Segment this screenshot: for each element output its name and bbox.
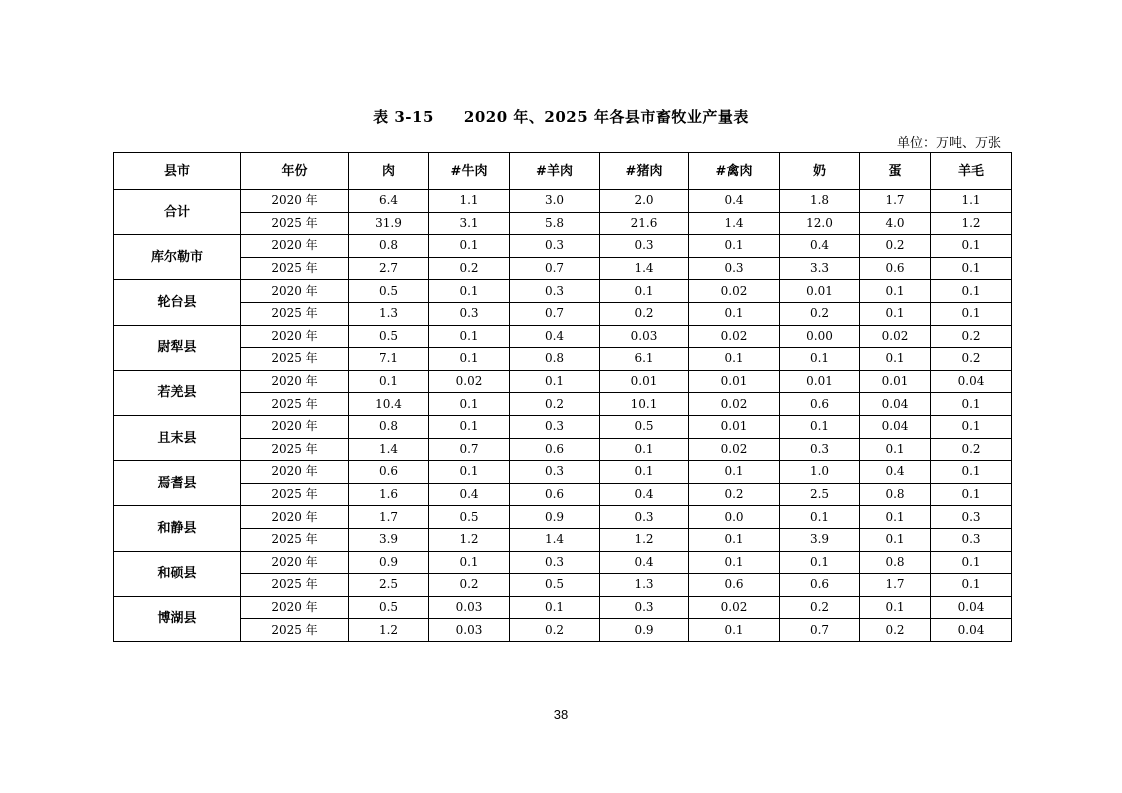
- county-cell: 尉犁县: [114, 325, 241, 370]
- value-cell: 0.1: [931, 280, 1012, 303]
- value-cell: 0.3: [931, 528, 1012, 551]
- value-cell: 0.8: [510, 348, 600, 371]
- value-cell: 1.7: [860, 574, 931, 597]
- value-cell: 1.2: [349, 619, 429, 642]
- value-cell: 0.3: [780, 438, 860, 461]
- value-cell: 0.4: [600, 551, 689, 574]
- value-cell: 0.02: [429, 370, 510, 393]
- year-cell: 2025 年: [241, 212, 349, 235]
- value-cell: 0.1: [689, 348, 780, 371]
- value-cell: 0.1: [689, 235, 780, 258]
- year-cell: 2025 年: [241, 257, 349, 280]
- value-cell: 0.3: [510, 461, 600, 484]
- value-cell: 0.2: [780, 302, 860, 325]
- column-header: #牛肉: [429, 153, 510, 190]
- table-row: [114, 212, 1012, 235]
- column-header: #猪肉: [600, 153, 689, 190]
- value-cell: 0.1: [860, 438, 931, 461]
- value-cell: 0.03: [429, 596, 510, 619]
- county-cell: 博湖县: [114, 596, 241, 641]
- value-cell: 0.1: [860, 348, 931, 371]
- value-cell: 0.1: [689, 302, 780, 325]
- value-cell: 0.2: [689, 483, 780, 506]
- value-cell: 0.5: [349, 280, 429, 303]
- value-cell: 0.1: [931, 235, 1012, 258]
- year-cell: 2025 年: [241, 574, 349, 597]
- value-cell: 0.1: [600, 438, 689, 461]
- value-cell: 3.9: [349, 528, 429, 551]
- value-cell: 0.2: [510, 619, 600, 642]
- value-cell: 1.4: [689, 212, 780, 235]
- value-cell: 0.8: [349, 415, 429, 438]
- value-cell: 0.8: [860, 483, 931, 506]
- value-cell: 0.3: [600, 506, 689, 529]
- value-cell: 0.3: [600, 596, 689, 619]
- value-cell: 0.6: [860, 257, 931, 280]
- value-cell: 0.01: [600, 370, 689, 393]
- value-cell: 0.2: [931, 348, 1012, 371]
- value-cell: 0.01: [689, 415, 780, 438]
- value-cell: 0.1: [429, 325, 510, 348]
- value-cell: 0.1: [931, 257, 1012, 280]
- value-cell: 0.7: [510, 257, 600, 280]
- value-cell: 0.1: [931, 393, 1012, 416]
- value-cell: 0.1: [429, 393, 510, 416]
- value-cell: 0.1: [780, 415, 860, 438]
- value-cell: 0.2: [510, 393, 600, 416]
- value-cell: 0.3: [931, 506, 1012, 529]
- value-cell: 6.4: [349, 190, 429, 213]
- value-cell: 0.03: [429, 619, 510, 642]
- county-cell: 轮台县: [114, 280, 241, 325]
- table-row: [114, 551, 1012, 574]
- value-cell: 0.4: [600, 483, 689, 506]
- value-cell: 0.2: [429, 257, 510, 280]
- value-cell: 1.3: [600, 574, 689, 597]
- value-cell: 1.2: [600, 528, 689, 551]
- value-cell: 10.1: [600, 393, 689, 416]
- value-cell: 2.7: [349, 257, 429, 280]
- value-cell: 1.7: [349, 506, 429, 529]
- column-header: 羊毛: [931, 153, 1012, 190]
- value-cell: 1.4: [349, 438, 429, 461]
- column-header: 肉: [349, 153, 429, 190]
- value-cell: 0.02: [689, 438, 780, 461]
- table-row: [114, 190, 1012, 213]
- value-cell: 0.1: [931, 302, 1012, 325]
- value-cell: 0.1: [860, 302, 931, 325]
- table-row: [114, 574, 1012, 597]
- value-cell: 2.0: [600, 190, 689, 213]
- county-cell: 焉耆县: [114, 461, 241, 506]
- value-cell: 0.1: [860, 528, 931, 551]
- column-header: 县市: [114, 153, 241, 190]
- value-cell: 0.02: [860, 325, 931, 348]
- value-cell: 0.4: [689, 190, 780, 213]
- value-cell: 1.0: [780, 461, 860, 484]
- value-cell: 0.1: [780, 506, 860, 529]
- value-cell: 0.1: [349, 370, 429, 393]
- value-cell: 0.3: [600, 235, 689, 258]
- year-cell: 2025 年: [241, 619, 349, 642]
- table-row: [114, 235, 1012, 258]
- value-cell: 5.8: [510, 212, 600, 235]
- table-row: [114, 483, 1012, 506]
- value-cell: 0.01: [780, 370, 860, 393]
- table-row: [114, 370, 1012, 393]
- value-cell: 0.1: [689, 461, 780, 484]
- value-cell: 0.4: [510, 325, 600, 348]
- table-number: 表 3-15: [373, 108, 434, 126]
- value-cell: 0.1: [429, 551, 510, 574]
- table-row: [114, 528, 1012, 551]
- table-row: [114, 348, 1012, 371]
- table-row: [114, 415, 1012, 438]
- value-cell: 0.6: [780, 393, 860, 416]
- value-cell: 3.9: [780, 528, 860, 551]
- value-cell: 0.2: [931, 325, 1012, 348]
- table-row: [114, 438, 1012, 461]
- value-cell: 0.7: [780, 619, 860, 642]
- value-cell: 0.9: [510, 506, 600, 529]
- column-header: #禽肉: [689, 153, 780, 190]
- value-cell: 0.1: [429, 280, 510, 303]
- value-cell: 0.3: [510, 280, 600, 303]
- year-cell: 2020 年: [241, 190, 349, 213]
- value-cell: 0.04: [931, 596, 1012, 619]
- value-cell: 0.3: [689, 257, 780, 280]
- county-cell: 若羌县: [114, 370, 241, 415]
- county-cell: 和静县: [114, 506, 241, 551]
- year-cell: 2020 年: [241, 235, 349, 258]
- value-cell: 0.4: [780, 235, 860, 258]
- page-number: 38: [553, 707, 569, 722]
- year-cell: 2025 年: [241, 393, 349, 416]
- year-cell: 2020 年: [241, 415, 349, 438]
- table-row: [114, 280, 1012, 303]
- value-cell: 0.2: [931, 438, 1012, 461]
- year-cell: 2025 年: [241, 438, 349, 461]
- value-cell: 0.3: [510, 235, 600, 258]
- value-cell: 0.9: [600, 619, 689, 642]
- value-cell: 0.04: [860, 393, 931, 416]
- value-cell: 0.03: [600, 325, 689, 348]
- year-cell: 2020 年: [241, 461, 349, 484]
- value-cell: 0.2: [780, 596, 860, 619]
- county-cell: 合计: [114, 190, 241, 235]
- value-cell: 0.6: [510, 483, 600, 506]
- year-cell: 2020 年: [241, 325, 349, 348]
- value-cell: 0.1: [689, 619, 780, 642]
- value-cell: 0.1: [510, 596, 600, 619]
- table-row: [114, 257, 1012, 280]
- table-row: [114, 325, 1012, 348]
- value-cell: 0.3: [510, 551, 600, 574]
- value-cell: 0.2: [429, 574, 510, 597]
- value-cell: 0.02: [689, 596, 780, 619]
- value-cell: 1.1: [429, 190, 510, 213]
- table-row: [114, 461, 1012, 484]
- value-cell: 1.3: [349, 302, 429, 325]
- value-cell: 0.8: [860, 551, 931, 574]
- value-cell: 0.2: [860, 235, 931, 258]
- county-cell: 且末县: [114, 415, 241, 460]
- value-cell: 0.04: [860, 415, 931, 438]
- value-cell: 0.1: [931, 483, 1012, 506]
- column-header: 年份: [241, 153, 349, 190]
- value-cell: 0.6: [510, 438, 600, 461]
- value-cell: 0.2: [860, 619, 931, 642]
- value-cell: 3.3: [780, 257, 860, 280]
- value-cell: 1.7: [860, 190, 931, 213]
- value-cell: 2.5: [349, 574, 429, 597]
- value-cell: 0.1: [780, 551, 860, 574]
- value-cell: 1.4: [600, 257, 689, 280]
- county-cell: 和硕县: [114, 551, 241, 596]
- value-cell: 0.1: [689, 551, 780, 574]
- value-cell: 0.1: [429, 415, 510, 438]
- value-cell: 31.9: [349, 212, 429, 235]
- value-cell: 0.5: [600, 415, 689, 438]
- value-cell: 0.6: [780, 574, 860, 597]
- value-cell: 0.1: [931, 461, 1012, 484]
- value-cell: 0.8: [349, 235, 429, 258]
- value-cell: 0.1: [429, 348, 510, 371]
- value-cell: 0.1: [689, 528, 780, 551]
- value-cell: 0.1: [860, 506, 931, 529]
- value-cell: 0.3: [429, 302, 510, 325]
- value-cell: 0.1: [860, 596, 931, 619]
- value-cell: 0.5: [429, 506, 510, 529]
- value-cell: 0.1: [931, 574, 1012, 597]
- value-cell: 1.8: [780, 190, 860, 213]
- value-cell: 0.5: [349, 325, 429, 348]
- value-cell: 0.04: [931, 370, 1012, 393]
- value-cell: 3.0: [510, 190, 600, 213]
- year-cell: 2025 年: [241, 302, 349, 325]
- value-cell: 0.1: [429, 461, 510, 484]
- year-cell: 2020 年: [241, 280, 349, 303]
- value-cell: 1.2: [429, 528, 510, 551]
- unit-note: 单位：万吨、万张: [896, 136, 1001, 151]
- value-cell: 0.5: [510, 574, 600, 597]
- year-cell: 2025 年: [241, 528, 349, 551]
- value-cell: 0.02: [689, 325, 780, 348]
- year-cell: 2020 年: [241, 506, 349, 529]
- table-row: [114, 393, 1012, 416]
- column-header: #羊肉: [510, 153, 600, 190]
- value-cell: 0.04: [931, 619, 1012, 642]
- year-cell: 2020 年: [241, 370, 349, 393]
- county-cell: 库尔勒市: [114, 235, 241, 280]
- value-cell: 1.2: [931, 212, 1012, 235]
- year-cell: 2025 年: [241, 483, 349, 506]
- year-cell: 2020 年: [241, 596, 349, 619]
- column-header: 奶: [780, 153, 860, 190]
- value-cell: 0.1: [510, 370, 600, 393]
- value-cell: 1.6: [349, 483, 429, 506]
- value-cell: 1.4: [510, 528, 600, 551]
- value-cell: 0.7: [429, 438, 510, 461]
- value-cell: 0.2: [600, 302, 689, 325]
- value-cell: 2.5: [780, 483, 860, 506]
- value-cell: 7.1: [349, 348, 429, 371]
- table-row: [114, 596, 1012, 619]
- table-row: [114, 302, 1012, 325]
- value-cell: 0.1: [860, 280, 931, 303]
- value-cell: 0.3: [510, 415, 600, 438]
- value-cell: 6.1: [600, 348, 689, 371]
- value-cell: 0.1: [931, 415, 1012, 438]
- value-cell: 0.6: [689, 574, 780, 597]
- value-cell: 0.1: [600, 280, 689, 303]
- table-body: [114, 190, 1012, 642]
- value-cell: 0.1: [780, 348, 860, 371]
- value-cell: 0.01: [689, 370, 780, 393]
- value-cell: 0.4: [860, 461, 931, 484]
- value-cell: 0.7: [510, 302, 600, 325]
- livestock-production-table: [113, 152, 1012, 642]
- value-cell: 10.4: [349, 393, 429, 416]
- table-title: [0, 106, 1122, 127]
- year-cell: 2025 年: [241, 348, 349, 371]
- value-cell: 0.6: [349, 461, 429, 484]
- value-cell: 3.1: [429, 212, 510, 235]
- column-header: 蛋: [860, 153, 931, 190]
- table-row: [114, 619, 1012, 642]
- value-cell: 0.9: [349, 551, 429, 574]
- value-cell: 0.5: [349, 596, 429, 619]
- value-cell: 0.01: [860, 370, 931, 393]
- value-cell: 0.4: [429, 483, 510, 506]
- value-cell: 0.1: [931, 551, 1012, 574]
- value-cell: 0.01: [780, 280, 860, 303]
- value-cell: 0.02: [689, 393, 780, 416]
- value-cell: 0.02: [689, 280, 780, 303]
- value-cell: 0.00: [780, 325, 860, 348]
- table-row: [114, 506, 1012, 529]
- value-cell: 4.0: [860, 212, 931, 235]
- value-cell: 0.1: [600, 461, 689, 484]
- value-cell: 21.6: [600, 212, 689, 235]
- value-cell: 1.1: [931, 190, 1012, 213]
- value-cell: 0.1: [429, 235, 510, 258]
- value-cell: 12.0: [780, 212, 860, 235]
- value-cell: 0.0: [689, 506, 780, 529]
- table-title-text: 2020 年、2025 年各县市畜牧业产量表: [463, 108, 749, 126]
- header-row: [114, 153, 1012, 190]
- year-cell: 2020 年: [241, 551, 349, 574]
